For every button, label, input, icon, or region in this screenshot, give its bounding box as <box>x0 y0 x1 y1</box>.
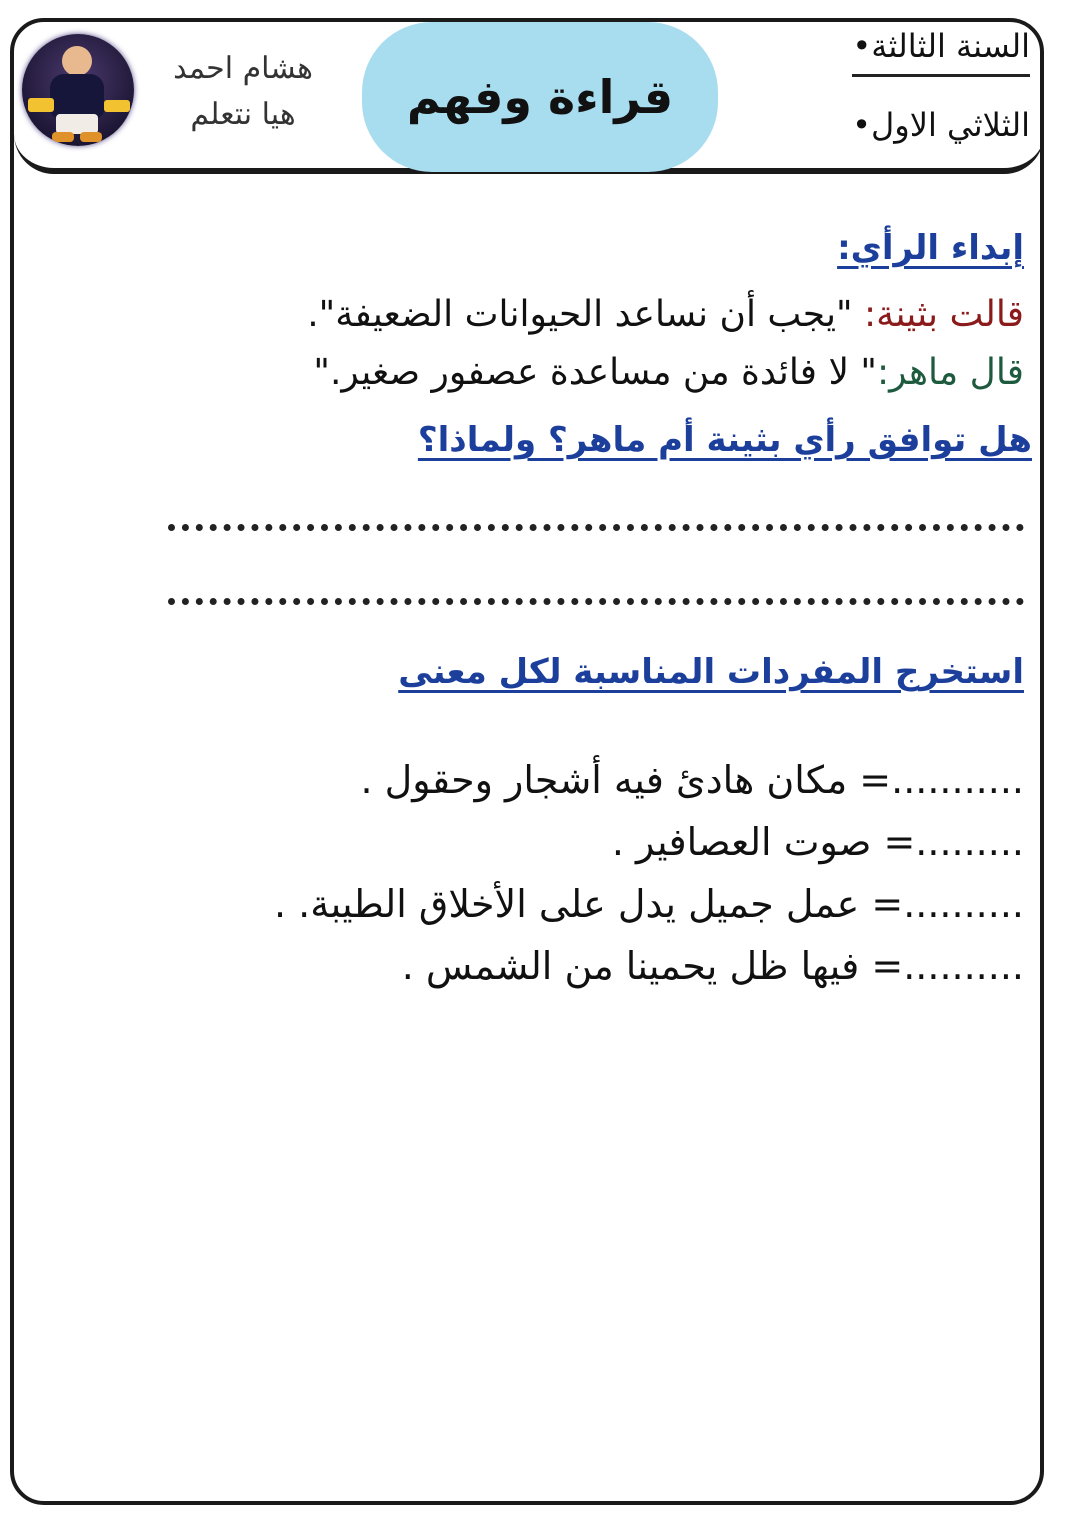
quote-2: " لا فائدة من مساعدة عصفور صغير." <box>313 352 877 393</box>
author-logo <box>22 34 134 146</box>
vocab-heading: استخرج المفردات المناسبة لكل معنى <box>398 652 1024 692</box>
grade-label: •السنة الثالثة <box>852 26 1030 77</box>
logo-kid-head <box>62 46 92 76</box>
title-pill <box>362 22 718 172</box>
answer-line-1[interactable] <box>168 524 1024 531</box>
quote-line-1 <box>307 294 1024 335</box>
author-tagline: هيا نتعلم <box>190 97 296 132</box>
vocab-item: ..........= فيها ظل يحمينا من الشمس . <box>401 944 1024 988</box>
speaker-1: قالت بثينة: <box>864 294 1024 335</box>
term-label: •الثلاثي الاول <box>852 106 1030 144</box>
author-name: هشام احمد <box>173 51 313 86</box>
logo-shoe-left <box>52 132 74 142</box>
class-info <box>852 26 1030 145</box>
vocab-item: .........= صوت العصافير . <box>611 820 1024 864</box>
logo-badge-right <box>104 100 130 112</box>
logo-shoe-right <box>80 132 102 142</box>
opinion-heading: إبداء الرأي: <box>837 228 1024 268</box>
vocab-item: ..........= عمل جميل يدل على الأخلاق الطيبة. . <box>273 882 1024 926</box>
author-signature <box>148 46 338 138</box>
quote-line-2 <box>313 352 1024 393</box>
logo-badge-left <box>28 98 54 112</box>
opinion-question: هل توافق رأي بثينة أم ماهر؟ ولماذا؟ <box>417 420 1032 460</box>
speaker-2: قال ماهر: <box>876 352 1024 393</box>
quote-1: "يجب أن نساعد الحيوانات الضعيفة". <box>307 294 865 335</box>
page-title: قراءة وفهم <box>406 70 674 124</box>
answer-line-2[interactable] <box>168 598 1024 605</box>
vocab-item: ...........= مكان هادئ فيه أشجار وحقول . <box>360 758 1024 802</box>
logo-kid-pants <box>56 114 98 134</box>
logo-kid-body <box>50 74 104 118</box>
